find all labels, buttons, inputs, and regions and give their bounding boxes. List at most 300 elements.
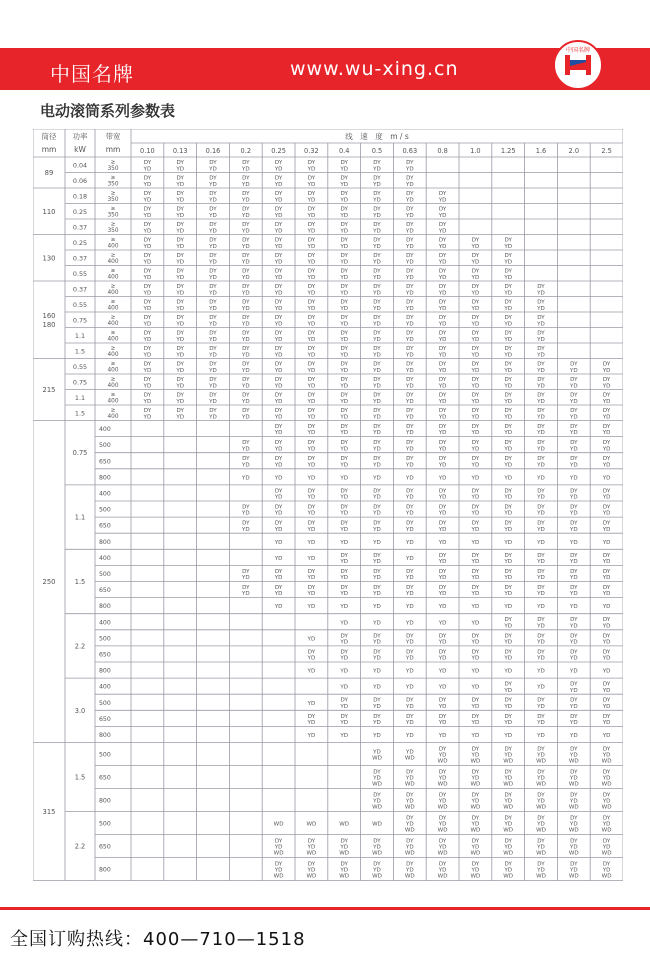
speed-cell-yd: YD — [438, 321, 447, 328]
speed-cell-dy: DY — [176, 408, 184, 415]
speed-cell-yd: YD — [373, 526, 381, 533]
speed-cell-wd: WD — [470, 804, 481, 811]
speed-cell-yd: YD — [373, 510, 381, 517]
speed-cell-yd: YD — [438, 732, 447, 739]
speed-cell-yd: YD — [504, 844, 513, 851]
speed-cell-dy: DY — [242, 392, 250, 399]
website-link[interactable]: www.wu-xing.cn — [290, 58, 459, 80]
speed-cell-yd: YD — [438, 539, 447, 546]
belt-cell: 400 — [107, 414, 119, 420]
belt-cell-symbol: ≥ — [110, 299, 116, 305]
speed-cell-dy: DY — [537, 377, 545, 384]
speed-cell-dy: DY — [537, 504, 545, 511]
speed-cell-dy: DY — [570, 838, 578, 845]
speed-cell-yd: YD — [438, 844, 447, 851]
speed-cell-dy: DY — [274, 361, 283, 368]
speed-cell-yd: YD — [438, 228, 447, 235]
speed-cell-yd: YD — [504, 623, 513, 630]
speed-cell-yd: YD — [340, 197, 349, 204]
speed-cell-yd: YD — [537, 446, 545, 453]
speed-cell-dy: DY — [570, 617, 578, 624]
speed-cell-dy: DY — [438, 520, 447, 527]
speed-cell-dy: DY — [373, 299, 381, 306]
speed-cell-dy: DY — [471, 423, 480, 430]
speed-cell-yd: YD — [438, 510, 447, 517]
speed-cell-yd: YD — [569, 604, 578, 611]
speed-cell-wd: WD — [601, 781, 612, 788]
speed-cell-yd: YD — [504, 732, 513, 739]
speed-cell-yd: YD — [537, 591, 545, 598]
speed-cell-dy: DY — [602, 681, 611, 688]
speed-cell-yd: YD — [569, 821, 578, 828]
speed-cell-dy: DY — [504, 713, 512, 720]
speed-cell-dy: DY — [242, 456, 250, 463]
speed-cell-yd: YD — [340, 510, 349, 517]
speed-cell-yd: YD — [471, 821, 480, 828]
speed-cell-dy: DY — [274, 504, 283, 511]
speed-cell-wd: WD — [273, 850, 284, 857]
speed-cell-yd: YD — [405, 775, 414, 782]
speed-cell-dy: DY — [570, 633, 578, 640]
speed-cell-dy: DY — [176, 392, 184, 399]
speed-cell-yd: YD — [307, 197, 316, 204]
speed-cell-yd: YD — [274, 228, 283, 235]
speed-cell-dy: DY — [602, 552, 611, 559]
speed-cell-yd: YD — [274, 414, 283, 421]
speed-cell-dy: DY — [504, 440, 512, 447]
speed-cell-yd: YD — [471, 462, 480, 469]
speed-cell-dy: DY — [176, 284, 184, 291]
speed-cell-dy: DY — [438, 315, 447, 322]
speed-cell-yd: YD — [340, 732, 349, 739]
speed-cell-yd: YD — [373, 639, 381, 646]
belt-cell: 400 — [107, 383, 119, 389]
speed-cell-yd: YD — [274, 352, 283, 359]
belt-cell-symbol: ≥ — [110, 159, 116, 166]
speed-cell-yd: YD — [143, 398, 152, 405]
speed-cell-dy: DY — [471, 392, 480, 399]
speed-cell-dy: DY — [307, 838, 316, 845]
speed-cell-yd: YD — [438, 752, 447, 759]
speed-cell-dy: DY — [242, 568, 250, 575]
speed-cell-dy: DY — [373, 237, 381, 244]
speed-cell-yd: YD — [438, 558, 447, 565]
speed-cell-dy: DY — [406, 346, 414, 353]
belt-cell-symbol: ≥ — [110, 221, 116, 228]
speed-cell-dy: DY — [471, 584, 480, 591]
speed-cell-yd: YD — [438, 336, 447, 343]
speed-cell-dy: DY — [438, 222, 447, 229]
speed-cell-yd: YD — [471, 844, 480, 851]
speed-cell-yd: YD — [405, 510, 414, 517]
speed-cell-dy: DY — [504, 552, 512, 559]
speed-cell-yd: YD — [340, 475, 349, 482]
header-power-label: 功率 — [72, 132, 88, 141]
speed-cell-yd: YD — [405, 181, 414, 188]
belt-cell-symbol: ≥ — [110, 376, 116, 383]
speed-cell-dy: DY — [602, 649, 611, 656]
belt-cell: 350 — [107, 197, 119, 203]
speed-cell-dy: DY — [307, 346, 316, 353]
speed-cell-dy: DY — [209, 315, 217, 322]
speed-cell-dy: DY — [537, 584, 545, 591]
speed-cell-wd: WD — [372, 821, 382, 828]
speed-cell-yd: YD — [438, 526, 447, 533]
speed-cell-yd: YD — [274, 844, 283, 851]
speed-cell-dy: DY — [143, 268, 152, 275]
speed-cell-dy: DY — [242, 299, 250, 306]
speed-cell-yd: YD — [241, 475, 250, 482]
speed-cell-yd: YD — [438, 305, 447, 312]
speed-cell-dy: DY — [570, 488, 578, 495]
speed-cell-yd: YD — [438, 655, 447, 662]
speed-cell-yd: YD — [340, 620, 349, 627]
speed-cell-dy: DY — [373, 408, 381, 415]
speed-cell-wd: WD — [372, 873, 382, 880]
belt-cell-symbol: ≥ — [110, 237, 116, 243]
speed-cell-yd: YD — [274, 591, 283, 598]
speed-cell-dy: DY — [373, 377, 381, 384]
speed-cell-yd: YD — [340, 352, 349, 359]
speed-cell-dy: DY — [373, 584, 381, 591]
speed-cell-dy: DY — [471, 456, 480, 463]
speed-cell-yd: YD — [537, 305, 545, 312]
speed-cell-dy: DY — [242, 315, 250, 322]
speed-cell-dy: DY — [340, 423, 348, 430]
speed-cell-yd: YD — [176, 290, 185, 297]
speed-cell-yd: YD — [176, 336, 185, 343]
speed-cell-yd: YD — [504, 558, 513, 565]
speed-cell-dy: DY — [274, 268, 283, 275]
speed-cell-dy: DY — [209, 160, 217, 167]
speed-cell-dy: DY — [340, 346, 348, 353]
speed-cell-yd: YD — [307, 336, 316, 343]
speed-cell-yd: YD — [569, 655, 578, 662]
speed-cell-dy: DY — [373, 191, 381, 198]
speed-cell-yd: YD — [340, 243, 349, 250]
speed-cell-yd: YD — [405, 383, 414, 390]
belt-cell: 650 — [99, 458, 111, 466]
speed-cell-wd: WD — [601, 827, 612, 834]
speed-cell-yd: YD — [438, 620, 447, 627]
speed-cell-dy: DY — [504, 408, 512, 415]
speed-cell-dy: DY — [340, 361, 348, 368]
speed-cell-dy: DY — [504, 746, 512, 753]
speed-cell-yd: YD — [438, 639, 447, 646]
speed-cell-yd: YD — [143, 383, 152, 390]
speed-cell-yd: YD — [405, 539, 414, 546]
speed-cell-dy: DY — [307, 392, 316, 399]
speed-cell-yd: YD — [569, 867, 578, 874]
speed-cell-yd: YD — [373, 212, 381, 219]
speed-cell-yd: YD — [438, 212, 447, 219]
speed-cell-dy: DY — [340, 584, 348, 591]
speed-cell-dy: DY — [340, 552, 348, 559]
speed-cell-dy: DY — [570, 520, 578, 527]
speed-cell-yd: YD — [405, 798, 414, 805]
speed-cell-yd: YD — [340, 259, 349, 266]
speed-cell-yd: YD — [438, 668, 447, 675]
speed-cell-yd: YD — [405, 526, 414, 533]
speed-cell-dy: DY — [274, 206, 283, 213]
belt-cell: 400 — [107, 243, 119, 250]
speed-cell-yd: YD — [405, 398, 414, 405]
speed-cell-yd: YD — [537, 352, 545, 359]
speed-cell-dy: DY — [274, 440, 283, 447]
speed-cell-yd: YD — [307, 274, 316, 281]
speed-cell-yd: YD — [241, 228, 250, 235]
speed-cell-yd: YD — [373, 539, 381, 546]
speed-cell-yd: YD — [241, 383, 250, 390]
speed-cell-yd: YD — [340, 228, 349, 235]
speed-cell-dy: DY — [602, 504, 611, 511]
speed-cell-yd: YD — [438, 414, 447, 421]
speed-cell-dy: DY — [504, 315, 512, 322]
speed-cell-yd: YD — [340, 575, 349, 582]
belt-cell: 350 — [107, 166, 119, 172]
speed-cell-yd: YD — [569, 591, 578, 598]
power-cell: 1.1 — [74, 393, 86, 402]
speed-cell-yd: YD — [537, 475, 545, 482]
speed-cell-yd: YD — [307, 700, 316, 707]
speed-cell-dy: DY — [176, 377, 184, 384]
brand-label: 中国名牌 — [50, 62, 134, 86]
speed-cell-dy: DY — [471, 377, 480, 384]
speed-cell-dy: DY — [143, 408, 152, 415]
header-diameter-label: 筒径 — [41, 132, 57, 141]
speed-cell-dy: DY — [438, 408, 447, 415]
speed-cell-dy: DY — [537, 633, 545, 640]
speed-cell-dy: DY — [373, 633, 381, 640]
speed-cell-dy: DY — [471, 815, 480, 822]
speed-cell-dy: DY — [471, 346, 480, 353]
speed-cell-yd: YD — [209, 383, 217, 390]
speed-cell-dy: DY — [438, 346, 447, 353]
speed-cell-yd: YD — [405, 719, 414, 726]
speed-cell-dy: DY — [176, 191, 184, 198]
speed-cell-dy: DY — [406, 315, 414, 322]
speed-cell-yd: YD — [471, 867, 480, 874]
belt-cell-symbol: ≥ — [110, 252, 116, 259]
speed-cell-dy: DY — [406, 237, 414, 244]
speed-cell-yd: YD — [471, 655, 480, 662]
speed-cell-yd: YD — [504, 243, 513, 250]
speed-cell-dy: DY — [537, 330, 545, 337]
parameter-grid — [33, 129, 623, 891]
speed-cell-dy: DY — [406, 377, 414, 384]
speed-cell-dy: DY — [406, 633, 414, 640]
belt-cell: 400 — [107, 336, 119, 343]
speed-cell-dy: DY — [373, 792, 381, 799]
speed-cell-yd: YD — [143, 274, 152, 281]
speed-cell-wd: WD — [536, 758, 546, 765]
speed-cell-yd: YD — [438, 591, 447, 598]
speed-cell-yd: YD — [307, 228, 316, 235]
speed-cell-dy: DY — [340, 237, 348, 244]
power-cell: 1.5 — [74, 578, 86, 586]
speed-cell-yd: YD — [340, 321, 349, 328]
speed-cell-yd: YD — [504, 798, 513, 805]
speed-cell-yd: YD — [340, 494, 349, 501]
speed-cell-dy: DY — [570, 552, 578, 559]
speed-cell-yd: YD — [307, 243, 316, 250]
speed-cell-wd: WD — [536, 850, 546, 857]
speed-cell-dy: DY — [373, 456, 381, 463]
speed-cell-yd: YD — [340, 655, 349, 662]
speed-cell-dy: DY — [373, 440, 381, 447]
speed-cell-yd: YD — [373, 462, 381, 469]
power-cell: 0.55 — [72, 362, 88, 371]
speed-cell-dy: DY — [570, 408, 578, 415]
speed-cell-yd: YD — [537, 383, 545, 390]
speed-cell-yd: YD — [307, 475, 316, 482]
speed-cell-yd: YD — [569, 668, 578, 675]
speed-cell-dy: DY — [471, 769, 480, 776]
belt-cell-symbol: ≥ — [110, 361, 116, 367]
speed-cell-dy: DY — [406, 175, 414, 182]
speed-cell-yd: YD — [340, 181, 349, 188]
speed-cell-yd: YD — [405, 430, 414, 437]
speed-cell-yd: YD — [569, 703, 578, 710]
belt-cell: 650 — [99, 843, 111, 851]
speed-cell-yd: YD — [438, 575, 447, 582]
speed-cell-yd: YD — [373, 228, 381, 235]
speed-cell-dy: DY — [438, 237, 447, 244]
speed-cell-dy: DY — [406, 649, 414, 656]
speed-cell-dy: DY — [602, 408, 611, 415]
speed-cell-dy: DY — [143, 392, 152, 399]
speed-cell-yd: YD — [405, 414, 414, 421]
speed-cell-dy: DY — [242, 175, 250, 182]
speed-cell-dy: DY — [471, 315, 480, 322]
speed-cell-dy: DY — [307, 284, 316, 291]
speed-cell-wd: WD — [404, 804, 415, 811]
speed-cell-dy: DY — [242, 346, 250, 353]
belt-cell: 650 — [99, 587, 111, 595]
speed-cell-dy: DY — [176, 299, 184, 306]
speed-cell-dy: DY — [504, 299, 512, 306]
speed-cell-yd: YD — [176, 305, 185, 312]
speed-cell-yd: YD — [176, 414, 185, 421]
logo-ring-text: 中国名牌 — [565, 47, 590, 54]
speed-cell-dy: DY — [537, 392, 545, 399]
speed-cell-yd: YD — [176, 367, 185, 374]
speed-cell-dy: DY — [570, 584, 578, 591]
speed-cell-wd: WD — [601, 873, 612, 880]
speed-cell-yd: YD — [307, 414, 316, 421]
speed-cell-dy: DY — [274, 160, 283, 167]
speed-cell-yd: YD — [241, 414, 250, 421]
speed-cell-dy: DY — [406, 423, 414, 430]
speed-cell-dy: DY — [570, 568, 578, 575]
speed-cell-dy: DY — [471, 361, 480, 368]
speed-cell-dy: DY — [406, 206, 414, 213]
speed-cell-yd: YD — [209, 398, 217, 405]
speed-cell-dy: DY — [406, 584, 414, 591]
speed-cell-wd: WD — [503, 850, 514, 857]
speed-cell-yd: YD — [405, 321, 414, 328]
speed-cell-yd: YD — [537, 539, 545, 546]
speed-cell-yd: YD — [405, 821, 414, 828]
speed-cell-yd: YD — [176, 259, 185, 266]
speed-cell-yd: YD — [537, 462, 545, 469]
speed-cell-yd: YD — [537, 414, 545, 421]
speed-cell-dy: DY — [504, 330, 512, 337]
header-speed-title: 线 速 度 m / s — [345, 132, 409, 141]
speed-cell-yd: YD — [504, 510, 513, 517]
speed-cell-dy: DY — [471, 792, 480, 799]
speed-cell-yd: YD — [307, 636, 316, 643]
speed-cell-dy: DY — [537, 861, 545, 868]
speed-cell-yd: YD — [405, 367, 414, 374]
belt-cell-symbol: ≥ — [110, 407, 116, 414]
belt-cell: 400 — [99, 426, 111, 434]
speed-cell-dy: DY — [602, 423, 611, 430]
speed-cell-yd: YD — [241, 398, 250, 405]
speed-cell-yd: YD — [274, 243, 283, 250]
speed-cell-dy: DY — [143, 299, 152, 306]
speed-cell-yd: YD — [176, 243, 185, 250]
speed-header-cell: 0.5 — [371, 147, 383, 155]
speed-cell-dy: DY — [373, 861, 381, 868]
belt-cell: 800 — [99, 797, 111, 805]
belt-cell: 500 — [99, 820, 111, 828]
speed-cell-yd: YD — [602, 526, 611, 533]
speed-cell-dy: DY — [340, 408, 348, 415]
diameter-cell: 160 — [42, 311, 56, 320]
speed-cell-dy: DY — [307, 191, 316, 198]
speed-cell-dy: DY — [373, 206, 381, 213]
speed-cell-yd: YD — [241, 526, 250, 533]
speed-cell-yd: YD — [373, 243, 381, 250]
speed-cell-dy: DY — [570, 769, 578, 776]
speed-cell-yd: YD — [241, 446, 250, 453]
belt-cell-symbol: ≥ — [110, 330, 116, 336]
speed-cell-yd: YD — [373, 655, 381, 662]
speed-cell-wd: WD — [601, 758, 612, 765]
speed-cell-dy: DY — [570, 504, 578, 511]
speed-cell-yd: YD — [274, 367, 283, 374]
speed-cell-yd: YD — [373, 336, 381, 343]
speed-cell-yd: YD — [176, 274, 185, 281]
speed-cell-yd: YD — [274, 336, 283, 343]
speed-cell-dy: DY — [602, 617, 611, 624]
speed-cell-yd: YD — [209, 414, 217, 421]
speed-cell-yd: YD — [405, 446, 414, 453]
speed-cell-dy: DY — [373, 315, 381, 322]
speed-cell-dy: DY — [274, 520, 283, 527]
speed-cell-yd: YD — [569, 526, 578, 533]
speed-cell-yd: YD — [569, 430, 578, 437]
speed-cell-dy: DY — [373, 175, 381, 182]
speed-cell-yd: YD — [340, 526, 349, 533]
order-hotline: 全国订购热线：400—710—1518 — [10, 929, 306, 950]
speed-cell-yd: YD — [373, 719, 381, 726]
belt-cell: 500 — [99, 751, 111, 759]
speed-cell-yd: YD — [307, 446, 316, 453]
speed-cell-yd: YD — [373, 867, 381, 874]
speed-cell-dy: DY — [438, 377, 447, 384]
speed-cell-yd: YD — [143, 336, 152, 343]
belt-cell: 650 — [99, 715, 111, 723]
speed-cell-dy: DY — [242, 584, 250, 591]
speed-cell-yd: YD — [471, 539, 480, 546]
speed-cell-dy: DY — [242, 191, 250, 198]
speed-cell-yd: YD — [373, 620, 381, 627]
speed-cell-dy: DY — [373, 552, 381, 559]
speed-cell-wd: WD — [306, 821, 317, 828]
speed-cell-yd: YD — [209, 305, 217, 312]
